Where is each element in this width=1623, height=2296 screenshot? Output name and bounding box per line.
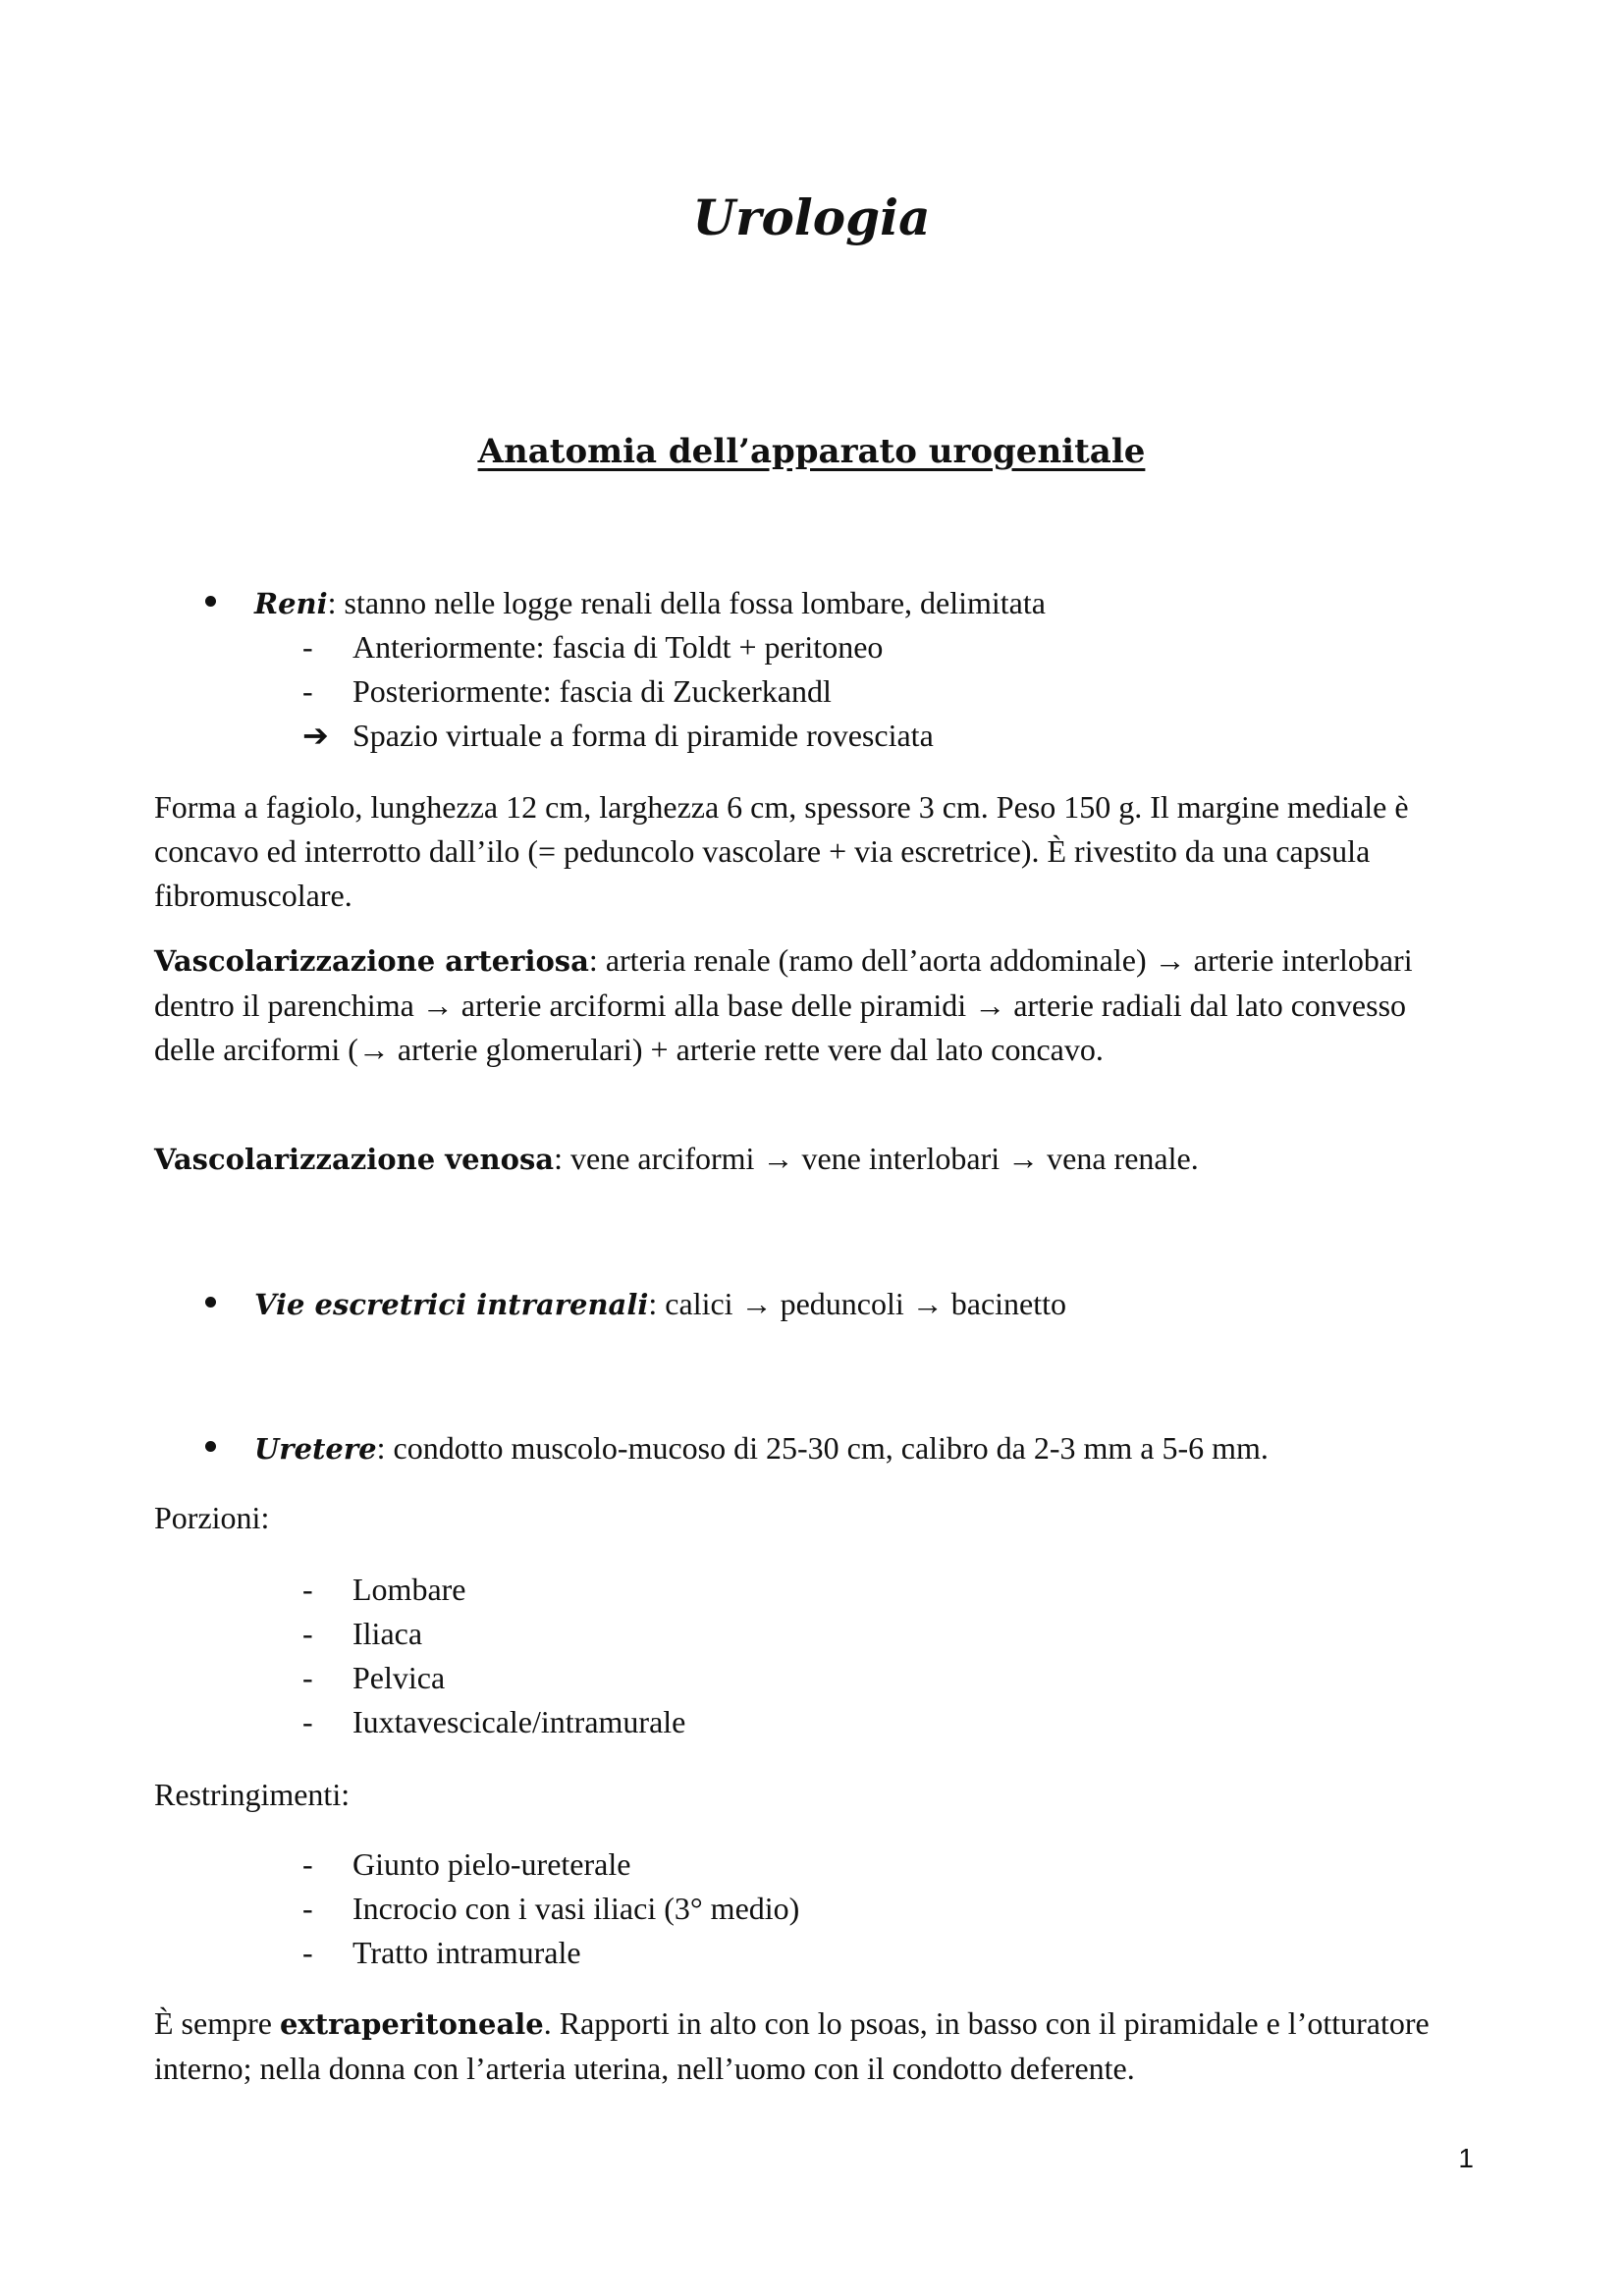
venosa-paragraph: Vascolarizzazione venosa: vene arciformi → vene interlobari → vena renale. [154,1141,1199,1176]
porzioni-label: Porzioni: [154,1500,270,1535]
dash-marker: - [302,1660,313,1695]
dash-marker: - [302,1935,313,1970]
bullet-dot-icon [205,596,216,607]
section-heading: Anatomia dell’apparato urogenitale [477,432,1146,471]
arteriosa-paragraph: Vascolarizzazione arteriosa: arteria renale (ramo dell’aorta addominale) → arterie interlobari dentro il parenchima → arterie arciformi alla base delle piramidi → arterie radiali dal lato convesso delle arciformi (→ arterie glomerulari) + arterie rette vere dal lato concavo. [154,942,1413,1067]
dash-marker: - [302,1704,313,1739]
extraperitoneale-term: extraperitoneale [279,2007,544,2041]
dash-marker: - [302,1572,313,1607]
reni-term: Reni [254,587,328,620]
uretere-text: : condotto muscolo-mucoso di 25-30 cm, calibro da 2-3 mm a 5-6 mm. [376,1430,1269,1466]
page-number: 1 [1458,2143,1474,2173]
document-page: Urologia Anatomia dell’apparato urogenitale Reni: stanno nelle logge renali della fossa lombare, delimitata - Anteriormente: fascia di Toldt + peritoneo - Posteriormente: fascia di Zuckerkandl ➔ Spazio virtuale a forma di piramide rovesciata Forma a fagiolo, lunghezza 12 cm, larghezza 6 cm, spessore 3 cm. Peso 150 g. Il margine mediale è concavo ed interrotto dall’ilo (= peduncolo vascolare + via escretrice). È rivestito da una capsula fibromuscolare. Vascolarizzazione arteriosa: arteria renale (ramo dell’aorta addominale) → arterie interlobari dentro il parenchima → arterie arciformi alla base delle piramidi → arterie radiali dal lato convesso delle arciformi (→ arterie glomerulari) + arterie rette vere dal lato concavo. Vascolarizzazione venosa: vene arciformi → vene interlobari → vena renale. Vie escretrici intrarenali: calici → peduncoli → bacinetto Uretere: condotto muscolo-mucoso di 25-30 cm, calibro da 2-3 mm a 5-6 mm. Porzioni: - Lombare - Iliaca - Pelvica - Iuxtavescicale/intramurale Restringimenti: - Giunto pielo-ureterale - Incrocio con i vasi iliaci (3° medio) - Tratto intramurale È sempre extraperitoneale. Rapporti in alto con lo psoas, in basso con il piramidale e l’otturatore interno; nella donna con l’arteria uterina, nell’uomo con il condotto deferente. 1 [0,0,1623,2296]
extraperitoneale-paragraph: È sempre extraperitoneale. Rapporti in alto con lo psoas, in basso con il piramidale e l’otturatore interno; nella donna con l’arteria uterina, nell’uomo con il condotto deferente. [154,2005,1430,2086]
arrow-right-icon: ➔ [302,718,329,753]
vie-text: : calici → peduncoli → bacinetto [648,1286,1067,1321]
dash-marker: - [302,673,313,709]
venosa-term: Vascolarizzazione venosa [154,1143,555,1176]
dash-marker: - [302,1846,313,1882]
reni-forma-paragraph: Forma a fagiolo, lunghezza 12 cm, larghezza 6 cm, spessore 3 cm. Peso 150 g. Il margine mediale è concavo ed interrotto dall’ilo (= peduncolo vascolare + via escretrice). È rivestito da una capsula fibromuscolare. [154,789,1409,913]
arteriosa-term: Vascolarizzazione arteriosa [154,944,589,978]
vie-term: Vie escretrici intrarenali [254,1288,649,1321]
bullet-dot-icon [205,1297,216,1308]
uretere-term: Uretere [254,1432,377,1466]
dash-marker: - [302,629,313,665]
bullet-dot-icon [205,1441,216,1452]
restringimenti-label: Restringimenti: [154,1777,351,1812]
dash-marker: - [302,1891,313,1926]
reni-text: : stanno nelle logge renali della fossa lombare, delimitata [327,585,1046,620]
dash-marker: - [302,1616,313,1651]
page-title: Urologia [692,188,931,246]
